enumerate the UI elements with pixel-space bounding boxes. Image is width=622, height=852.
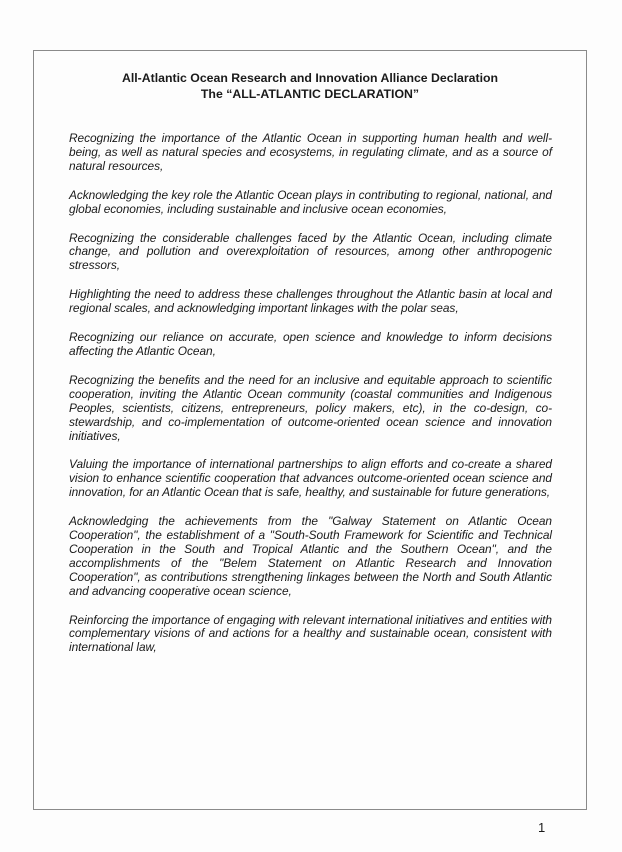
paragraph: Valuing the importance of international partnerships to align efforts and co-create a shared vision to enhance scientific cooperation that advances outcome-oriented ocean science and innovation, for an Atlantic Ocean that is safe, healthy, and sustainable for future generations,: [69, 457, 552, 500]
paragraph: Acknowledging the key role the Atlantic Ocean plays in contributing to regional, national, and global economies, including sustainable and inclusive ocean economies,: [69, 187, 552, 216]
preamble-paragraphs: [69, 132, 552, 670]
page-number: 1: [538, 820, 546, 835]
paragraph: Acknowledging the achievements from the "Galway Statement on Atlantic Ocean Cooperation", the establishment of a "South-South Framework for Scientific and Technical Cooperation in the South and Tropical Atlantic and the Southern Ocean", and the accomplishments of the "Belem Statement on Atlantic Research and Innovation Cooperation", as contributions strengthening linkages between the North and South Atlantic and advancing cooperative ocean science,: [69, 514, 552, 598]
document-title: All-Atlantic Ocean Research and Innovation Alliance Declaration: [121, 71, 499, 85]
paragraph: Recognizing the considerable challenges faced by the Atlantic Ocean, including climate change, and pollution and overexploitation of resources, among other anthropogenic stressors,: [69, 230, 552, 273]
document-subtitle: The “ALL-ATLANTIC DECLARATION”: [200, 87, 420, 101]
paragraph: Highlighting the need to address these challenges throughout the Atlantic basin at local and regional scales, and acknowledging important linkages with the polar seas,: [69, 287, 552, 316]
paragraph: Recognizing the benefits and the need for an inclusive and equitable approach to scientific cooperation, inviting the Atlantic Ocean community (coastal communities and Indigenous Peoples, scientists, citizens, entrepreneurs, policy makers, etc), in the co-design, co-stewardship, and co-implementation of outcome-oriented ocean science and innovation initiatives,: [69, 372, 552, 443]
paragraph: Recognizing the importance of the Atlantic Ocean in supporting human health and well-being, as well as natural species and ecosystems, in regulating climate, and as a source of natural resources,: [69, 131, 552, 173]
paragraph: Reinforcing the importance of engaging with relevant international initiatives and entities with complementary visions of and actions for a healthy and sustainable ocean, consistent with international law,: [69, 612, 552, 655]
paragraph: Recognizing our reliance on accurate, open science and knowledge to inform decisions affecting the Atlantic Ocean,: [69, 330, 552, 358]
